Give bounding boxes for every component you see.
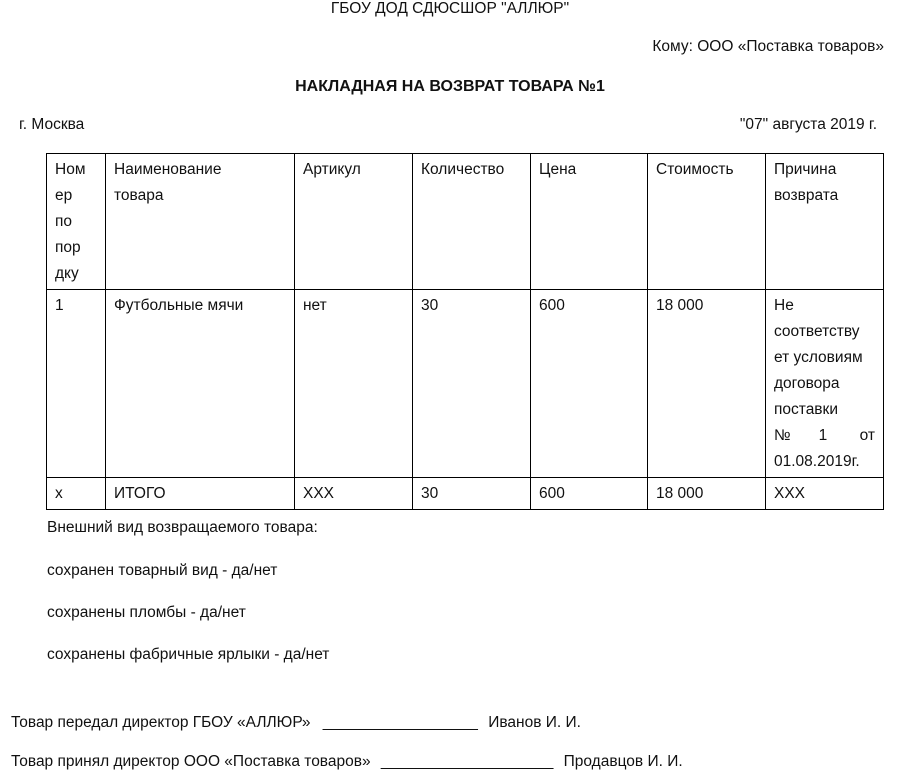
header-article: Артикул (295, 154, 413, 290)
row-quantity: 30 (413, 290, 531, 478)
signature-received (11, 753, 683, 771)
signature-text: Товар передал директор ГБОУ «АЛЛЮР» (11, 714, 311, 731)
header-name: Наименование товара (106, 154, 295, 290)
header-number: Ном ер по пор дку (47, 154, 106, 290)
condition-item: сохранены пломбы - да/нет (47, 604, 246, 621)
header-quantity: Количество (413, 154, 531, 290)
table-total-row (47, 478, 884, 510)
header-cost: Стоимость (648, 154, 766, 290)
total-price: 600 (531, 478, 648, 510)
signature-transferred (11, 714, 581, 732)
signature-name: Иванов И. И. (488, 714, 581, 731)
signature-text: Товар принял директор ООО «Поставка товаров» (11, 753, 371, 770)
table-header-row (47, 154, 884, 290)
signature-line: __________________ (322, 714, 478, 731)
row-cost: 18 000 (648, 290, 766, 478)
row-price: 600 (531, 290, 648, 478)
total-number: x (47, 478, 106, 510)
signature-name: Продавцов И. И. (563, 753, 683, 770)
condition-item: сохранен товарный вид - да/нет (47, 562, 278, 579)
recipient: Кому: ООО «Поставка товаров» (652, 38, 884, 55)
row-number: 1 (47, 290, 106, 478)
total-quantity: 30 (413, 478, 531, 510)
table-row (47, 290, 884, 478)
goods-table (46, 153, 884, 510)
appearance-heading: Внешний вид возвращаемого товара: (47, 519, 318, 536)
row-name: Футбольные мячи (106, 290, 295, 478)
condition-item: сохранены фабричные ярлыки - да/нет (47, 646, 330, 663)
organization-name: ГБОУ ДОД СДЮСШОР "АЛЛЮР" (330, 0, 570, 17)
city: г. Москва (19, 116, 85, 133)
total-article: XXX (295, 478, 413, 510)
total-cost: 18 000 (648, 478, 766, 510)
header-price: Цена (531, 154, 648, 290)
row-reason: Не соответству ет условиям договора поставки №1 от 01.08.2019г. (766, 290, 884, 478)
total-name: ИТОГО (106, 478, 295, 510)
document-title: НАКЛАДНАЯ НА ВОЗВРАТ ТОВАРА №1 (295, 78, 605, 95)
row-article: нет (295, 290, 413, 478)
total-reason: XXX (766, 478, 884, 510)
header-reason: Причина возврата (766, 154, 884, 290)
document-date: "07" августа 2019 г. (739, 116, 877, 133)
signature-line: ____________________ (380, 753, 554, 770)
